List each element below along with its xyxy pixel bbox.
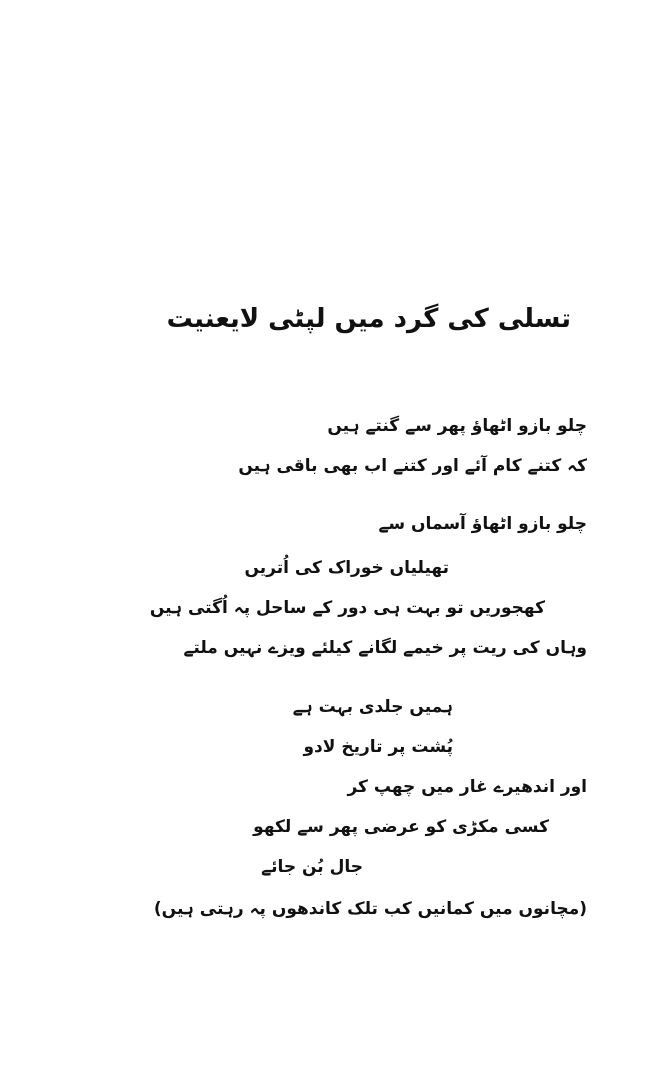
poem-title: تسلی کی گرد میں لپٹی لایعنیت	[166, 304, 571, 334]
poem-line: وہاں کی ریت پر خیمے لگانے کیلئے ویزے نہیں ملتے	[183, 638, 587, 658]
poem-line: کھجوریں تو بہت ہی دور کے ساحل پہ اُگتی ہیں	[149, 598, 545, 618]
poem-line: تھیلیاں خوراک کی اُتریں	[244, 558, 449, 578]
poem-line: ہمیں جلدی بہت ہے	[292, 697, 453, 717]
poem-line: (مچانوں میں کمانیں کب تلک کاندھوں پہ رہتی ہیں)	[153, 899, 587, 919]
poem-line: چلو بازو اٹھاؤ پھر سے گنتے ہیں	[327, 416, 587, 436]
poem-line: کہ کتنے کام آئے اور کتنے اب بھی باقی ہیں	[238, 456, 587, 476]
poem-line: اور اندھیرے غار میں چھپ کر	[347, 777, 587, 797]
poem-line: جال بُن جائے	[261, 857, 363, 877]
poem-line: کسی مکڑی کو عرضی پھر سے لکھو	[253, 817, 549, 837]
poem-line: چلو بازو اٹھاؤ آسماں سے	[378, 514, 587, 534]
poem-line: پُشت پر تاریخ لادو	[303, 737, 453, 757]
